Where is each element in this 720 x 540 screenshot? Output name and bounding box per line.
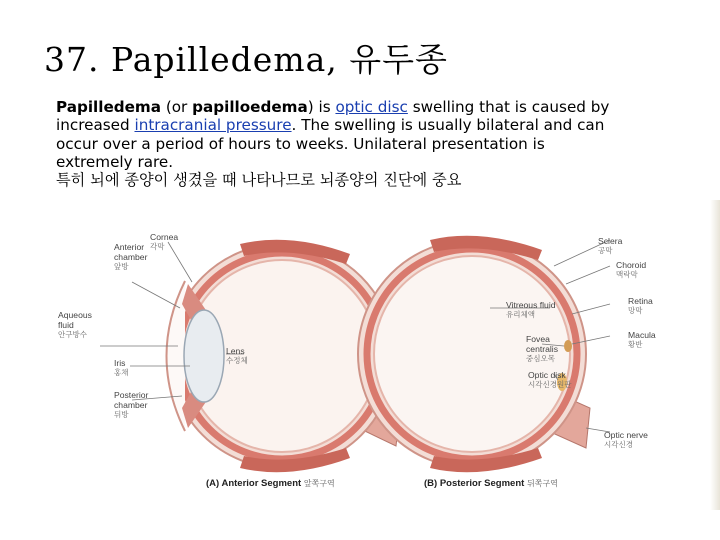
label-anterior-chamber-en: Anterior chamber — [114, 242, 148, 262]
label-lens — [226, 346, 248, 366]
label-posterior-chamber-ko: 뒤방 — [114, 410, 129, 419]
description-paragraph — [56, 98, 656, 189]
link-intracranial-pressure[interactable]: intracranial pressure — [134, 116, 292, 135]
term-papilledema: Papilledema — [56, 98, 162, 116]
text-segment: (or — [161, 98, 193, 116]
label-sclera-en: Sclera — [598, 236, 623, 246]
label-aqueous-fluid-ko: 안구방수 — [58, 330, 87, 339]
label-macula — [628, 330, 656, 350]
label-optic-disk-ko: 시각신경원판 — [528, 380, 572, 389]
eye-anatomy-figure — [50, 196, 720, 500]
label-optic-disk — [528, 370, 571, 390]
term-papilloedema: papilloedema — [192, 98, 308, 116]
label-fovea-centralis — [526, 334, 562, 364]
label-choroid — [616, 260, 646, 280]
label-iris-en: Iris — [114, 358, 126, 368]
scan-edge-shadow — [710, 200, 720, 510]
label-retina — [628, 296, 653, 316]
caption-posterior-segment — [424, 478, 558, 489]
slide-title: 37. Papilledema, 유두종 — [44, 40, 448, 79]
label-aqueous-fluid — [58, 310, 102, 340]
text-segment: ) is — [307, 98, 336, 116]
link-optic-disc[interactable]: optic disc — [335, 98, 408, 116]
label-macula-ko: 황반 — [628, 340, 643, 349]
label-posterior-chamber — [114, 390, 158, 420]
label-cornea-ko: 각막 — [150, 242, 165, 251]
label-optic-nerve-en: Optic nerve — [604, 430, 648, 440]
paragraph-line-1 — [56, 98, 656, 116]
label-retina-ko: 망막 — [628, 306, 643, 315]
posterior-eye-illustration — [358, 236, 610, 472]
label-optic-disk-en: Optic disk — [528, 370, 566, 380]
text-segment: swelling that is caused by — [407, 98, 610, 116]
label-sclera — [598, 236, 622, 256]
label-retina-en: Retina — [628, 296, 653, 306]
label-macula-en: Macula — [628, 330, 656, 340]
label-fovea-en: Fovea centralis — [526, 334, 558, 354]
caption-anterior-en: (A) Anterior Segment — [206, 478, 302, 489]
caption-anterior-ko: 앞쪽구역 — [303, 479, 335, 488]
label-lens-ko: 수정체 — [226, 356, 248, 365]
label-vitreous-fluid-ko: 유리체액 — [506, 310, 535, 319]
paragraph-line-4: extremely rare. — [56, 152, 174, 171]
text-segment: increased — [56, 116, 135, 135]
label-iris — [114, 358, 129, 378]
caption-anterior-segment — [206, 478, 335, 489]
label-iris-ko: 홍채 — [114, 368, 129, 377]
label-cornea — [150, 232, 178, 252]
label-vitreous-fluid-en: Vitreous fluid — [506, 300, 556, 310]
label-anterior-chamber-ko: 앞방 — [114, 262, 129, 271]
label-choroid-en: Choroid — [616, 260, 647, 270]
label-sclera-ko: 공막 — [598, 246, 613, 255]
label-optic-nerve — [604, 430, 648, 450]
caption-posterior-en: (B) Posterior Segment — [424, 478, 525, 489]
label-aqueous-fluid-en: Aqueous fluid — [58, 310, 92, 330]
label-anterior-chamber — [114, 242, 154, 272]
label-posterior-chamber-en: Posterior chamber — [114, 390, 149, 410]
label-fovea-ko: 중심오목 — [526, 354, 555, 363]
caption-posterior-ko: 뒤쪽구역 — [526, 479, 558, 488]
label-optic-nerve-ko: 시각신경 — [604, 440, 633, 449]
paragraph-line-5-korean: 특히 뇌에 종양이 생겼을 때 나타나므로 뇌종양의 진단에 중요 — [56, 171, 462, 190]
paragraph-line-3: occur over a period of hours to weeks. Unilateral presentation is — [56, 134, 545, 153]
label-vitreous-fluid — [506, 300, 556, 320]
anterior-eye-illustration — [100, 240, 400, 472]
label-choroid-ko: 맥락막 — [616, 270, 638, 279]
label-cornea-en: Cornea — [150, 232, 179, 242]
paragraph-line-2 — [56, 116, 656, 134]
text-segment: . The swelling is usually bilateral and can — [291, 116, 605, 135]
label-lens-en: Lens — [226, 346, 245, 356]
